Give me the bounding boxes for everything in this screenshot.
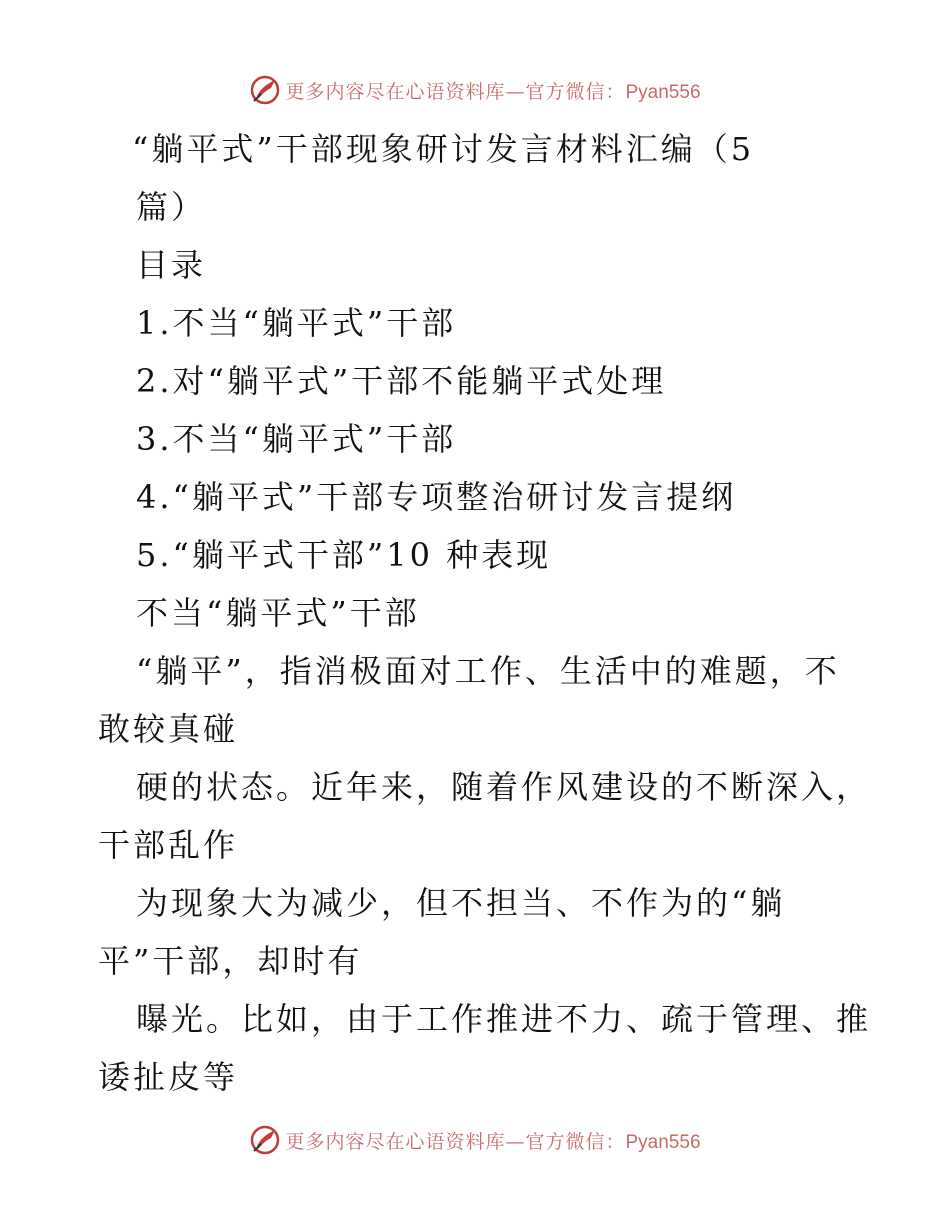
watermark-footer: [0, 1120, 950, 1160]
toc-item-2: 2.对“躺平式”干部不能躺平式处理: [136, 362, 667, 400]
logo-icon: [249, 1124, 281, 1156]
body-line: 曝光。比如，由于工作推进不力、疏于管理、推: [136, 1000, 872, 1038]
body-line: 平”干部，却时有: [98, 942, 363, 980]
body-line: 诿扯皮等: [98, 1058, 239, 1096]
toc-heading: 目录: [136, 246, 207, 284]
body-line: “躺平”，指消极面对工作、生活中的难题，不: [136, 652, 840, 690]
toc-item-4: 4.“躺平式”干部专项整治研讨发言提纲: [136, 478, 737, 516]
watermark-header: [0, 70, 950, 110]
watermark-text: 更多内容尽在心语资料库—官方微信：Pyan556: [285, 80, 701, 103]
body-line: 敢较真碰: [98, 710, 239, 748]
toc-item-5: 5.“躺平式干部”10 种表现: [136, 536, 552, 574]
watermark-text: 更多内容尽在心语资料库—官方微信：Pyan556: [285, 1130, 701, 1153]
document-body: [98, 120, 872, 1106]
section-heading: 不当“躺平式”干部: [136, 594, 420, 632]
document-title-line-2: 篇）: [136, 188, 207, 226]
body-line: 为现象大为减少，但不担当、不作为的“躺: [136, 884, 786, 922]
toc-item-3: 3.不当“躺平式”干部: [136, 420, 457, 458]
body-line: 硬的状态。近年来，随着作风建设的不断深入，: [136, 768, 872, 806]
toc-item-1: 1.不当“躺平式”干部: [136, 304, 457, 342]
body-line: 干部乱作: [98, 826, 239, 864]
logo-icon: [249, 74, 281, 106]
document-title-line-1: “躺平式”干部现象研讨发言材料汇编（5: [132, 130, 755, 168]
